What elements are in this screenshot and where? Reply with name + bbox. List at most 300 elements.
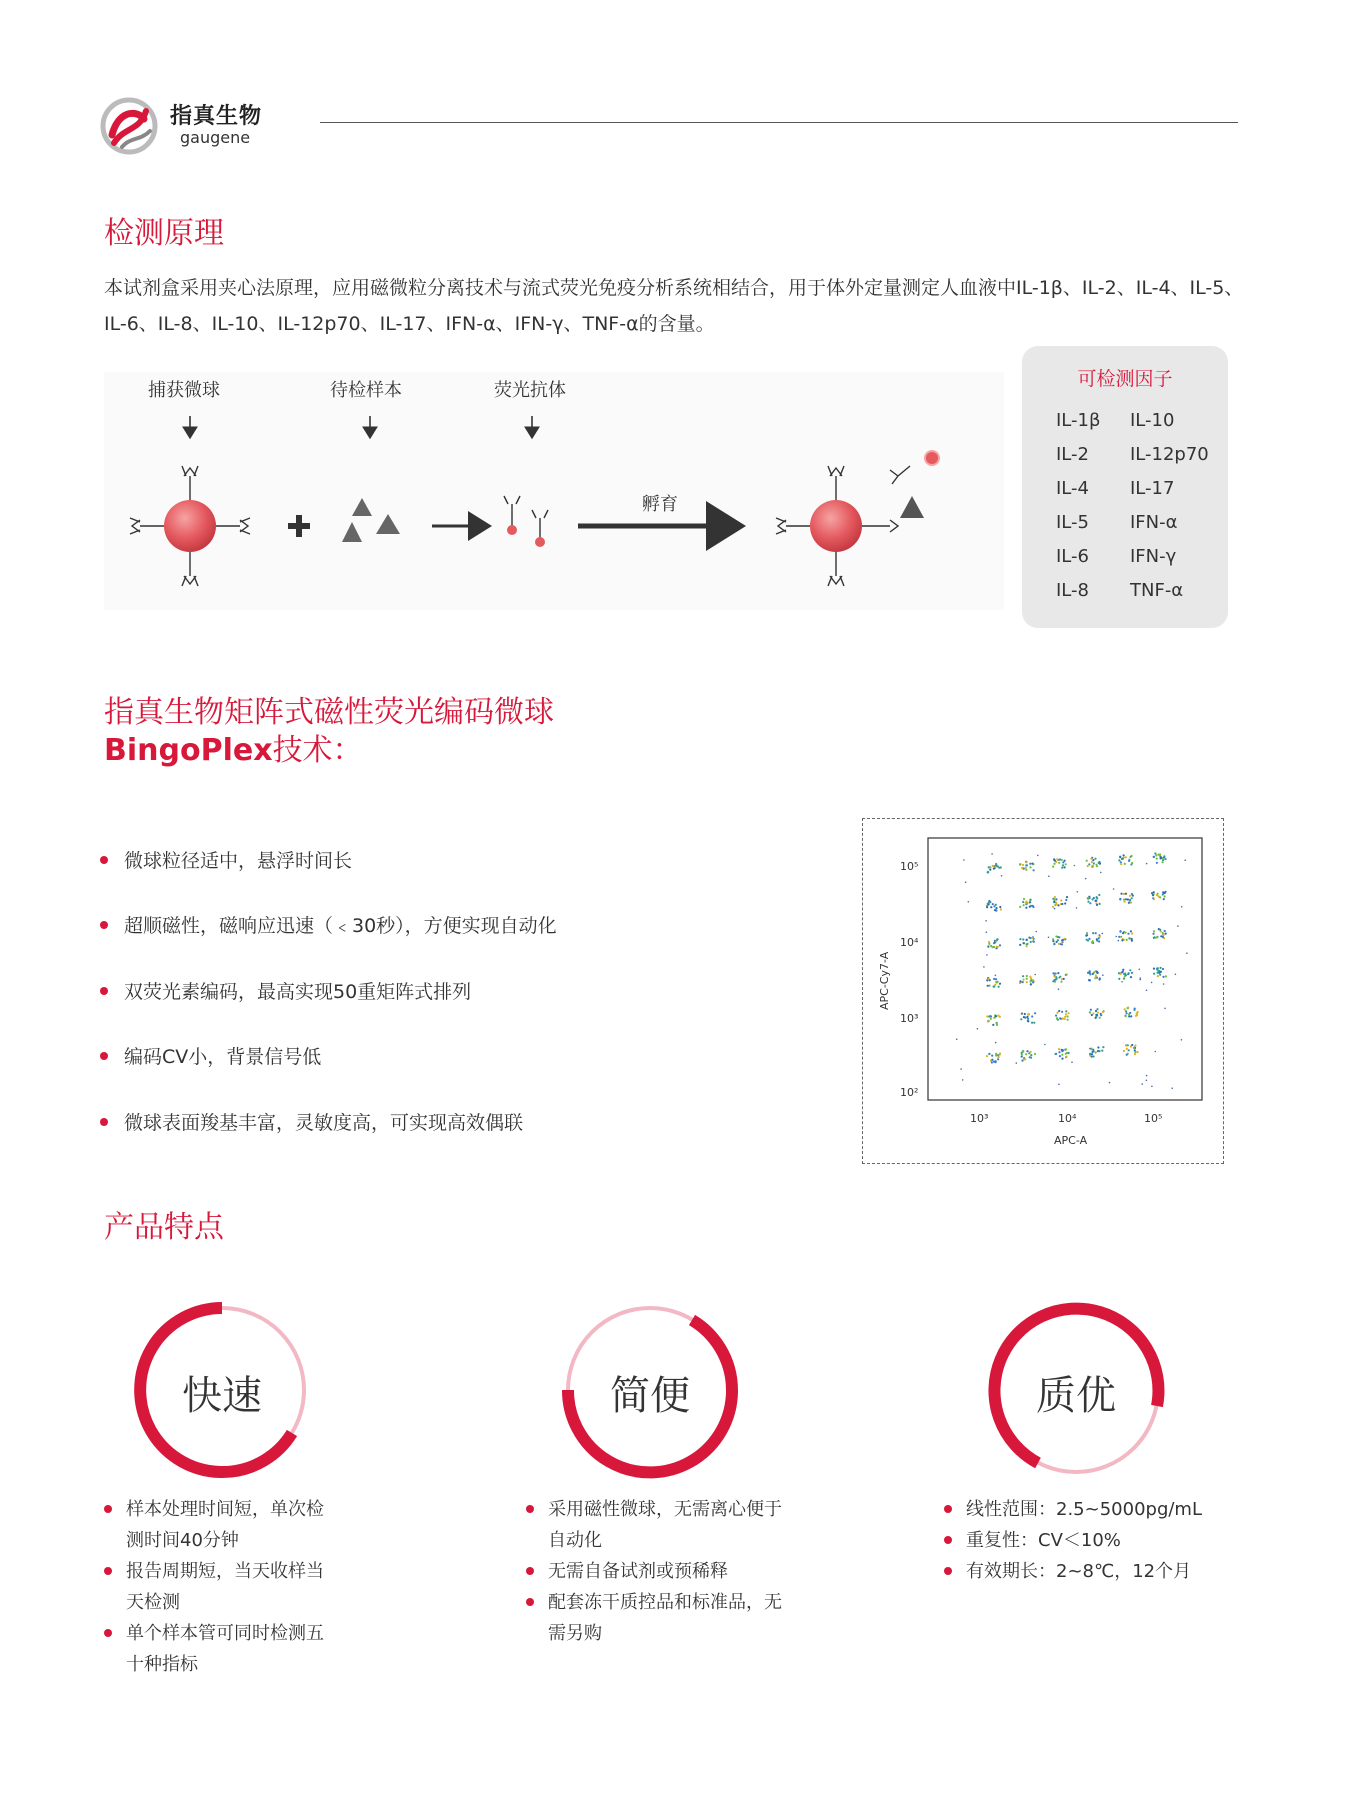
scatter-point [993,978,995,980]
scatter-point [1028,1052,1030,1054]
scatter-point [1131,897,1133,899]
scatter-point [1125,898,1127,900]
scatter-point [1091,941,1093,943]
scatter-point [1131,893,1133,895]
scatter-point [1034,1053,1036,1055]
feature-item [526,1587,846,1649]
scatter-point [1023,904,1025,906]
capture-bead-icon [130,466,250,586]
result-bead-icon [776,451,939,586]
scatter-point [1146,1075,1148,1077]
scatter-point [1119,856,1121,858]
scatter-point [1099,903,1101,905]
scatter-point [990,906,992,908]
scatter-point [1118,936,1120,938]
scatter-point [1019,944,1021,946]
label-sample: 待检样本 [330,380,402,401]
scatter-point [1026,943,1028,945]
scatter-point [999,1016,1001,1018]
scatter-point [1026,975,1028,977]
scatter-point [1102,1046,1104,1048]
scatter-point [1077,891,1079,893]
scatter-point [1160,857,1162,859]
scatter-point [1089,1012,1091,1014]
bullet-dot-icon [100,921,108,929]
scatter-point [991,853,993,855]
scatter-point [1058,1084,1060,1086]
scatter-point [1130,1015,1132,1017]
scatter-point [995,863,997,865]
scatter-point [1053,863,1055,865]
scatter-point [1071,1061,1073,1063]
scatter-point [1126,939,1128,941]
bullet-dot-icon [104,1567,112,1575]
scatter-point [988,1053,990,1055]
scatter-point [1095,1017,1097,1019]
scatter-point [1131,855,1133,857]
scatter-point [1128,1049,1130,1051]
scatter-point [1053,859,1055,861]
scatter-point [1134,1051,1136,1053]
scatter-point [962,1079,964,1081]
scatter-point [1027,1018,1029,1020]
scatter-point [1089,1048,1091,1050]
scatter-point [1026,945,1028,947]
scatter-point [1096,971,1098,973]
bullet-dot-icon [944,1505,952,1513]
scatter-point [1056,941,1058,943]
scatter-point [1164,895,1166,897]
scatter-point [1160,967,1162,969]
scatter-point [1156,894,1158,896]
y-tick-label: 10⁴ [900,936,919,949]
scatter-point [1137,1011,1139,1013]
scatter-point [1031,863,1033,865]
scatter-point [987,946,989,948]
scatter-point [1031,1015,1033,1017]
scatter-point [1058,1010,1060,1012]
bullet-dot-icon [944,1567,952,1575]
scatter-point [963,859,965,861]
scatter-point [996,946,998,948]
bullet-dot-icon [100,1118,108,1126]
scatter-point [956,1038,958,1040]
scatter-point [1026,1016,1028,1018]
scatter-point [1061,859,1063,861]
scatter-point [1091,1056,1093,1058]
scatter-point [1023,1016,1025,1018]
feature-label-fast: 快速 [182,1373,262,1419]
scatter-point [998,867,1000,869]
scatter-point [1155,854,1157,856]
scatter-point [1037,855,1039,857]
scatter-point [1164,930,1166,932]
scatter-point [1059,1017,1061,1019]
scatter-point [1123,1050,1125,1052]
scatter-point [1026,939,1028,941]
header-divider [320,122,1238,123]
scatter-point [1058,862,1060,864]
scatter-point [1130,1045,1132,1047]
scatter-point [1128,1015,1130,1017]
scatter-point [1026,1050,1028,1052]
scatter-point [999,1052,1001,1054]
scatter-point [1066,896,1068,898]
scatter-point [1122,969,1124,971]
x-tick-label: 10⁴ [1058,1112,1077,1125]
scatter-point [1064,1016,1066,1018]
scatter-point [1022,1050,1024,1052]
scatter-point [1134,1053,1136,1055]
scatter-point [1054,1053,1056,1055]
scatter-point [1123,854,1125,856]
scatter-point [1181,906,1183,908]
scatter-point [1123,893,1125,895]
scatter-point [1102,1011,1104,1013]
scatter-point [1091,1053,1093,1055]
scatter-point [977,1028,979,1030]
scatter-point [1076,907,1078,909]
scatter-point [1091,861,1093,863]
scatter-point [994,1061,996,1063]
feature-item-line: 天检测 [126,1592,180,1613]
bullet-dot-icon [104,1505,112,1513]
scatter-point [1029,976,1031,978]
scatter-point [1021,1013,1023,1015]
scatter-point [1162,976,1164,978]
scatter-point [1020,1018,1022,1020]
scatter-point [1186,952,1188,954]
scatter-point [1027,1020,1029,1022]
scatter-point [1000,908,1002,910]
scatter-point [1086,939,1088,941]
scatter-point [1052,906,1054,908]
scatter-point [1061,867,1063,869]
scatter-point [987,871,989,873]
scatter-point [1019,864,1021,866]
scatter-point [1122,857,1124,859]
scatter-point [1128,937,1130,939]
scatter-point [1065,1010,1067,1012]
scatter-point [1157,971,1159,973]
scatter-point [1124,901,1126,903]
scatter-point [1152,894,1154,896]
scatter-point [1153,898,1155,900]
scatter-point [1133,1047,1135,1049]
scatter-point [1057,904,1059,906]
scatter-point [1151,1086,1153,1088]
feature-item-line: 采用磁性微球，无需离心便于 [548,1499,782,1520]
bullet-dot-icon [526,1567,534,1575]
scatter-point [1089,1053,1091,1055]
feature-item-line: 无需自备试剂或预稀释 [548,1561,728,1582]
bullet-dot-icon [100,987,108,995]
scatter-point [1162,932,1164,934]
scatter-point [1062,864,1064,866]
scatter-point [1153,968,1155,970]
bullet-dot-icon [100,1052,108,1060]
scatter-point [1026,981,1028,983]
scatter-point [1085,878,1087,880]
scatter-point [1061,903,1063,905]
scatter-point [1134,1044,1136,1046]
scatter-point [1113,888,1115,890]
scatter-point [1159,929,1161,931]
scatter-point [995,975,997,977]
scatter-point [1019,906,1021,908]
scatter-point [986,931,988,933]
sample-triangles-icon [342,498,400,542]
y-tick-label: 10² [900,1086,919,1099]
scatter-point [1095,932,1097,934]
brand-name-en: gaugene [180,128,251,147]
scatter-point [1096,904,1098,906]
factor-item: IL-5 [1056,512,1089,533]
scatter-point [1131,862,1133,864]
scatter-point [960,1068,962,1070]
scatter-point [1029,1056,1031,1058]
scatter-point [1061,978,1063,980]
feature-item-line: 单个样本管可同时检测五 [126,1623,324,1644]
scatter-point [1032,981,1034,983]
scatter-point [1032,979,1034,981]
scatter-point [1159,971,1161,973]
scatter-point [1127,933,1129,935]
scatter-point [1125,856,1127,858]
scatter-point [1022,938,1024,940]
scatter-point [1061,942,1063,944]
scatter-point [1060,981,1062,983]
section-title-principle: 检测原理 [104,216,224,251]
scatter-point [1086,934,1088,936]
scatter-point [1155,1051,1157,1053]
scatter-point [1022,901,1024,903]
scatter-point [1092,973,1094,975]
scatter-point [1068,1052,1070,1054]
scatter-point [1120,893,1122,895]
scatter-point [988,903,990,905]
scatter-point [1065,1053,1067,1055]
scatter-point [1054,898,1056,900]
scatter-point [1090,1009,1092,1011]
scatter-point [1063,938,1065,940]
principle-paragraph: 本试剂盒采用夹心法原理，应用磁微粒分离技术与流式荧光免疫分析系统相结合，用于体外定量测定人血液中IL-1β、IL-2、IL-4、IL-5、IL-6、IL-8、IL-10、IL-12p70、IL-17、IFN-α、IFN-γ、TNF-α的含量。 [104,277,1244,335]
scatter-point [1098,862,1100,864]
scatter-point [1025,869,1027,871]
scatter-point [990,1018,992,1020]
scatter-point [1163,983,1165,985]
scatter-point [1052,940,1054,942]
feature-label-quality: 质优 [1036,1373,1116,1419]
factor-item: IL-12p70 [1130,444,1209,465]
scatter-point [1159,974,1161,976]
scatter-point [1181,1039,1183,1041]
scatter-point [1031,1022,1033,1024]
scatter-point [1054,896,1056,898]
scatter-point [1156,936,1158,938]
scatter-point [1092,1049,1094,1051]
scatter-point [1118,978,1120,980]
scatter-point [1123,978,1125,980]
scatter-point [1060,899,1062,901]
feature-item [526,1556,846,1587]
tech-bullet [100,977,471,1004]
scatter-point [989,866,991,868]
scatter-point [1036,931,1038,933]
scatter-point [1065,1048,1067,1050]
feature-label-simple: 简便 [610,1373,690,1419]
scatter-point [1131,972,1133,974]
brand-name-cn: 指真生物 [170,104,263,129]
scatter-point [1130,930,1132,932]
scatter-point [992,946,994,948]
scatter-point [1087,897,1089,899]
scatter-point [992,903,994,905]
scatter-point [1029,866,1031,868]
scatter-point [1044,1044,1046,1046]
scatter-point [1022,864,1024,866]
scatter-point [1019,938,1021,940]
scatter-point [1140,977,1142,979]
scatter-point [998,986,1000,988]
scatter-point [1032,905,1034,907]
scatter-point [1019,980,1021,982]
scatter-point [1154,852,1156,854]
scatter-point [1156,969,1158,971]
label-capture-beads: 捕获微球 [148,380,220,401]
scatter-point [1153,936,1155,938]
tech-bullet-text: 双荧光素编码，最高实现50重矩阵式排列 [124,981,472,1003]
scatter-point [1131,938,1133,940]
scatter-point [999,944,1001,946]
scatter-point [1001,875,1003,877]
scatter-point [1101,1050,1103,1052]
scatter-plot-graphic [864,820,1222,1162]
scatter-point [1097,1046,1099,1048]
scatter-point [1032,937,1034,939]
technology-title-line2 [104,732,554,770]
scatter-point [1126,1048,1128,1050]
scatter-point [1025,1053,1027,1055]
feature-item-line: 十种指标 [126,1654,198,1675]
scatter-point [1034,1012,1036,1014]
feature-list-simple [526,1494,846,1649]
scatter-point [985,920,987,922]
scatter-point [1023,1058,1025,1060]
scatter-point [1095,864,1097,866]
scatter-point [1066,974,1068,976]
scatter-point [1064,866,1066,868]
scatter-point [1023,898,1025,900]
scatter-point [1127,1007,1129,1009]
gaugene-logo-icon [100,97,158,155]
scatter-point [1153,973,1155,975]
bullet-dot-icon [526,1598,534,1606]
scatter-point [1056,1018,1058,1020]
scatter-point [1053,901,1055,903]
feature-list-fast [104,1494,404,1680]
scatter-point [983,966,985,968]
feature-list-quality [944,1494,1264,1587]
scatter-point [1058,1051,1060,1053]
scatter-point [1128,1013,1130,1015]
scatter-point [1152,933,1154,935]
tech-bullet [100,911,557,938]
scatter-point [988,978,990,980]
scatter-point [1128,902,1130,904]
scatter-point [1139,969,1141,971]
scatter-point [994,984,996,986]
scatter-point [1087,865,1089,867]
scatter-point [1058,977,1060,979]
scatter-point [1054,981,1056,983]
scatter-point [1141,1083,1143,1085]
scatter-point [1021,1055,1023,1057]
scatter-point [1025,864,1027,866]
scatter-point [968,901,970,903]
scatter-point [1088,863,1090,865]
technology-title-suffix: 技术： [272,733,363,768]
scatter-point [1093,862,1095,864]
scatter-point [1067,1019,1069,1021]
scatter-point [1090,1048,1092,1050]
scatter-point [1030,983,1032,985]
factor-item: IL-1β [1056,410,1101,431]
scatter-point [997,1058,999,1060]
feature-item-line: 需另购 [548,1623,602,1644]
scatter-point [995,978,997,980]
scatter-point [1023,942,1025,944]
scatter-point [1088,938,1090,940]
scatter-point [986,1055,988,1057]
x-tick-label: 10³ [970,1112,989,1125]
scatter-point [1125,893,1127,895]
scatter-point [1064,1018,1066,1020]
scatter-point [1128,860,1130,862]
scatter-point [1100,1013,1102,1015]
scatter-point [992,865,994,867]
scatter-point [1153,930,1155,932]
scatter-point [1156,862,1158,864]
scatter-point [1022,981,1024,983]
scatter-point [1056,1012,1058,1014]
scatter-point [995,981,997,983]
scatter-point [1146,1080,1148,1082]
scatter-point [1137,1051,1139,1053]
scatter-point [1029,906,1031,908]
scatter-point [1021,1053,1023,1055]
scatter-point [1131,932,1133,934]
scatter-point [1125,1015,1127,1017]
scatter-point [989,869,991,871]
scatter-point [1061,1058,1063,1060]
scatter-point [1146,863,1148,865]
factor-item: IL-17 [1130,478,1175,499]
scatter-point [988,1020,990,1022]
scatter-point [1029,863,1031,865]
scatter-point [1098,894,1100,896]
scatter-point [1159,854,1161,856]
scatter-point [1030,941,1032,943]
scatter-point [1033,941,1035,943]
scatter-point [1055,935,1057,937]
scatter-point [1029,901,1031,903]
scatter-point [1123,899,1125,901]
tech-bullet-text: 超顺磁性，磁响应迅速（﹤30秒），方便实现自动化 [124,915,557,937]
tech-bullet [100,1042,321,1069]
scatter-point [1024,1013,1026,1015]
scatter-point [1086,932,1088,934]
